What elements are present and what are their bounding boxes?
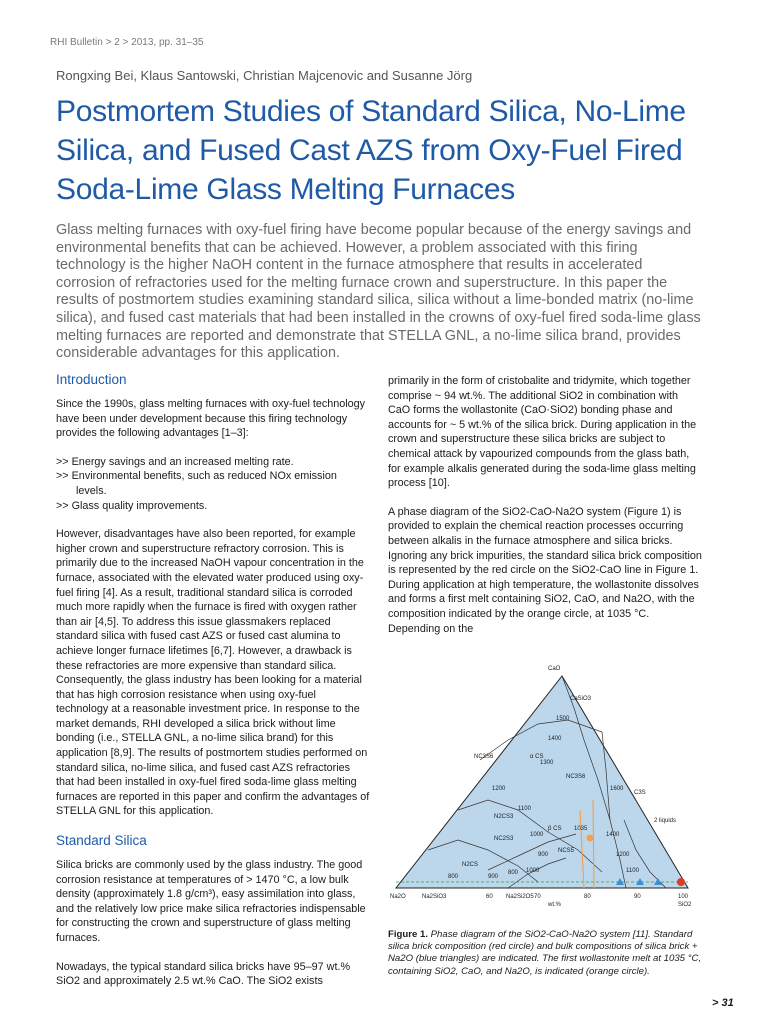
label-n2cs: N2CS	[462, 862, 479, 868]
label-nc2s3: NC2S3	[494, 836, 514, 842]
authors: Rongxing Bei, Klaus Santowski, Christian Majcenovic and Susanne Jörg	[56, 68, 473, 83]
tick-60: 60	[486, 894, 493, 900]
page-number: > 31	[712, 997, 734, 1009]
caption-label: Figure 1.	[388, 929, 428, 940]
label-sio2: SiO2	[678, 902, 692, 908]
advantages-list	[56, 455, 370, 513]
right-paragraph-1: primarily in the form of cristobalite and tridymite, which together comprise ~ 94 wt.%. The additional SiO2 in combination with CaO forms the wollastonite (CaO·SiO2) bonding phase and accounts for ~ 5 wt.% of the silica brick. During application in the crown and superstructure these silica bricks are subject to chemical attack by vapourized compounds from the glass bath, for example alkalis generated during the soda-lime glass melting process [10].	[388, 375, 697, 490]
isotherm-label: 1300	[540, 760, 554, 766]
standard-silica-heading: Standard Silica	[56, 833, 147, 849]
isotherm-label: 1200	[616, 852, 630, 858]
introduction-paragraph-1: Since the 1990s, glass melting furnaces with oxy-fuel technology have been under development because this firing technology provides the following advantages [1–3]:	[56, 398, 366, 440]
isotherm-label: 1100	[626, 868, 639, 874]
isotherm-label: 1600	[610, 786, 624, 792]
temp-1035-label: 1035	[574, 826, 588, 832]
phase-diagram-figure	[388, 660, 718, 920]
temp-1000-label: 1000	[526, 868, 540, 874]
label-beta-cs: β CS	[548, 826, 562, 832]
isotherm-label: 900	[538, 852, 549, 858]
isotherm-label: 800	[508, 870, 519, 876]
label-na2sio3: Na2SiO3	[422, 894, 447, 900]
figure-caption	[388, 929, 706, 978]
label-n2cs3: N2CS3	[494, 814, 514, 820]
label-alpha-cs: α CS	[530, 754, 544, 760]
tick-80: 80	[584, 894, 591, 900]
standard-silica-marker	[677, 878, 685, 886]
tick-100: 100	[678, 894, 689, 900]
introduction-paragraph-2: However, disadvantages have also been reported, for example higher crown and superstructure refractory corrosion. This is primarily due to the increased NaOH vapour concentration in the furnace, associated with the elevated water produced using oxy-fuel firing [4]. As a result, traditional standard silica is corroded much more rapidly when the furnace is fired with oxygen rather than air [4,5]. To address this issue glassmakers replaced standard silica with fused cast AZS or fused cast alumina to achieve longer furnace lifetimes [6,7]. However, a drawback is these refractories are more expensive than standard silica. Consequently, the glass industry has been looking for a material that has high corrosion resistance when using oxy-fuel technology at a reasonable investment price. In response to the market demands, RHI developed a silica brick without lime bonding (i.e., STELLA GNL, a no-lime silica brand) for this application [8,9]. The results of postmortem studies performed on standard silica, no-lime silica, and fused cast AZS refractories that had been installed in oxy-fuel fired soda-lime glass melting furnaces are reported in this paper and confirm the advantages of STELLA GNL for this application.	[56, 528, 370, 818]
label-nc3s6-b: NC3S6	[566, 774, 586, 780]
axis-wt-label: wt.%	[548, 902, 562, 908]
phase-diagram	[388, 660, 718, 920]
advantage-item: >> Environmental benefits, such as reduced NOx emission levels.	[56, 470, 337, 497]
advantage-item: >> Energy savings and an increased melting rate.	[56, 455, 294, 468]
label-c3s: C3S	[634, 790, 646, 796]
isotherm-label: 1500	[556, 716, 570, 722]
advantage-item: >> Glass quality improvements.	[56, 499, 208, 512]
isotherm-label: 1400	[548, 736, 562, 742]
isotherm-label: 1200	[492, 786, 506, 792]
right-paragraph-2: A phase diagram of the SiO2-CaO-Na2O system (Figure 1) is provided to explain the chemical reaction processes occurring between alkalis in the furnace atmosphere and silica bricks. Ignoring any brick impurities, the standard silica brick composition is represented by the red circle on the SiO2-CaO line in Figure 1. During application at high temperature, the wollastonite dissolves and forms a first melt containing SiO2, CaO, and Na2O, with the composition indicated by the orange circle, at 1035 °C. Depending on the	[388, 505, 702, 635]
temp-900-label: 900	[488, 874, 499, 880]
label-na2o: Na2O	[390, 894, 406, 900]
first-melt-marker	[587, 835, 594, 842]
label-casio3: CaSiO3	[570, 696, 592, 702]
label-ncs5: NCS5	[558, 848, 575, 854]
isotherm-label: 1400	[606, 832, 620, 838]
right-column	[388, 374, 702, 636]
isotherm-label: 1000	[530, 832, 544, 838]
label-na2si2o5: Na2Si2O5	[506, 894, 534, 900]
isotherm-label: 1100	[518, 806, 531, 812]
label-two-liquids: 2 liquids	[654, 818, 677, 824]
bulletin-reference: RHI Bulletin > 2 > 2013, pp. 31–35	[50, 37, 204, 48]
caption-text: Phase diagram of the SiO2-CaO-Na2O system [11]. Standard silica brick composition (red circle) and bulk compositions of silica brick + Na2O (blue triangles) are indicated. The first wollastonite melt at 1035 °C, containing SiO2, CaO, and Na2O, is indicated (orange circle).	[388, 929, 702, 977]
standard-silica-paragraph-2: Nowadays, the typical standard silica bricks have 95–97 wt.% SiO2 and approximately 2.5 wt.% CaO. The SiO2 exists	[56, 960, 351, 988]
standard-silica-paragraph-1: Silica bricks are commonly used by the glass industry. The good corrosion resistance at temperatures of > 1470 °C, a low bulk density (approximately 1.8 g/cm³), easy assimilation into glass, and the relatively low price make silica refractories indispensable for constructing the crown and superstructure of glass melting furnaces.	[56, 859, 366, 944]
left-column	[56, 372, 370, 989]
paper-title: Postmortem Studies of Standard Silica, No-Lime Silica, and Fused Cast AZS from Oxy-Fuel Fired Soda-Lime Glass Melting Furnaces	[56, 95, 686, 206]
introduction-heading: Introduction	[56, 372, 127, 387]
tick-90: 90	[634, 894, 641, 900]
temp-800-label: 800	[448, 874, 459, 880]
label-nc3s6: NC3S6	[474, 754, 494, 760]
tick-70: 70	[534, 894, 541, 900]
label-cao: CaO	[548, 666, 561, 672]
abstract: Glass melting furnaces with oxy-fuel firing have become popular because of the energy savings and environmental benefits that can be achieved. However, a problem associated with this firing technology is the higher NaOH content in the furnace atmosphere that results in accelerated corrosion of refractories used for the melting furnace crown and superstructure. In this paper the results of postmortem studies examining standard silica, silica without a lime-bonded matrix (no-lime silica), and fused cast materials that had been installed in the crowns of oxy-fuel fired soda-lime glass melting furnaces are reported and demonstrate that STELLA GNL, a no-lime silica brand, provides considerable advantages for this application.	[56, 222, 701, 362]
